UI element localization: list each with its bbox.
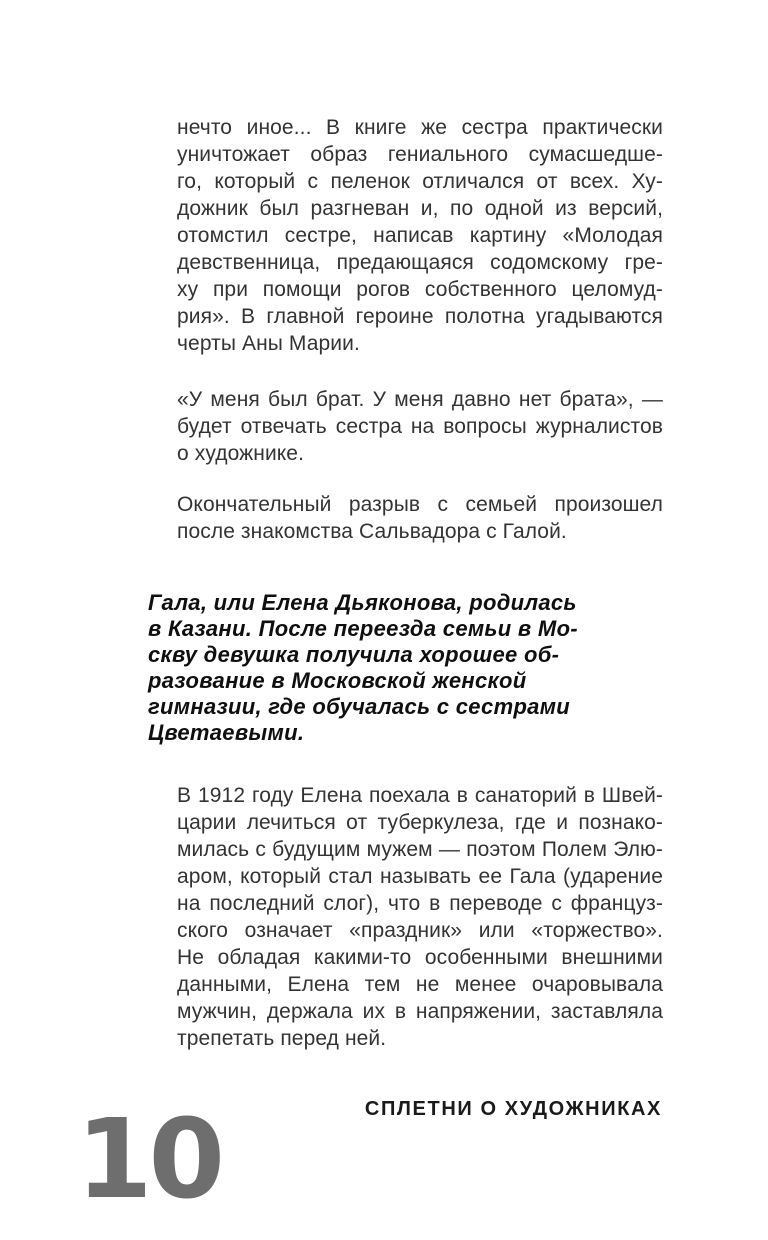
text-line: будет отвечать сестра на вопросы журналистов [177,415,663,438]
text-line: рия». В главной героине полотна угадываются [177,305,663,328]
text-line: царии лечиться от туберкулеза, где и познако- [177,811,663,834]
text-line: о художнике. [177,442,305,465]
text-line: разование в Московской женской [148,668,527,693]
text-line: Цветаевыми. [148,720,305,745]
text-line: го, который с пеленок отличался от всех. Ху- [177,170,663,193]
text-line: аром, который стал называть ее Гала (ударение [177,865,663,888]
text-line: дожник был разгневан и, по одной из версий, [177,197,663,220]
text-line: после знакомства Сальвадора с Галой. [177,520,567,543]
text-line: Окончательный разрыв с семьей произошел [177,493,663,516]
text-line: Гала, или Елена Дьяконова, родилась [148,590,577,615]
text-line: черты Аны Марии. [177,332,360,355]
text-line: Не обладая какими-то особенными внешними [177,946,663,969]
body-paragraph-1 [177,114,663,357]
text-line: милась с будущим мужем — поэтом Полем Элю- [177,838,663,861]
text-line: данными, Елена тем не менее очаровывала [177,973,663,996]
text-line: нечто иное... В книге же сестра практически [177,116,663,139]
text-line: ского означает «праздник» или «торжество». [177,919,663,942]
text-line: скву девушка получила хорошее об- [148,642,560,667]
text-line: девственница, предающаяся содомскому гре- [177,251,663,274]
body-paragraph-4 [177,782,663,1052]
text-line: на последний слог), что в переводе с француз- [177,892,663,915]
text-line: мужчин, держала их в напряжении, заставляла [177,1000,663,1023]
pull-quote-block [148,590,578,746]
text-line: гимназии, где обучалась с сестрами [148,694,571,719]
text-line: «У меня был брат. У меня давно нет брата», — [177,388,663,411]
body-paragraph-3 [177,491,663,545]
running-title: СПЛЕТНИ О ХУДОЖНИКАХ [364,1098,662,1120]
text-line: отомстил сестре, написав картину «Молодая [177,224,663,247]
page-number: 10 [76,1095,222,1223]
text-line: ху при помощи рогов собственного целомуд- [177,278,663,301]
text-line: уничтожает образ гениального сумасшедше- [177,143,663,166]
text-line: в Казани. После переезда семьи в Мо- [148,616,578,641]
text-line: В 1912 году Елена поехала в санаторий в Швей- [177,784,663,807]
text-line: трепетать перед ней. [177,1027,387,1050]
body-paragraph-2 [177,386,663,467]
